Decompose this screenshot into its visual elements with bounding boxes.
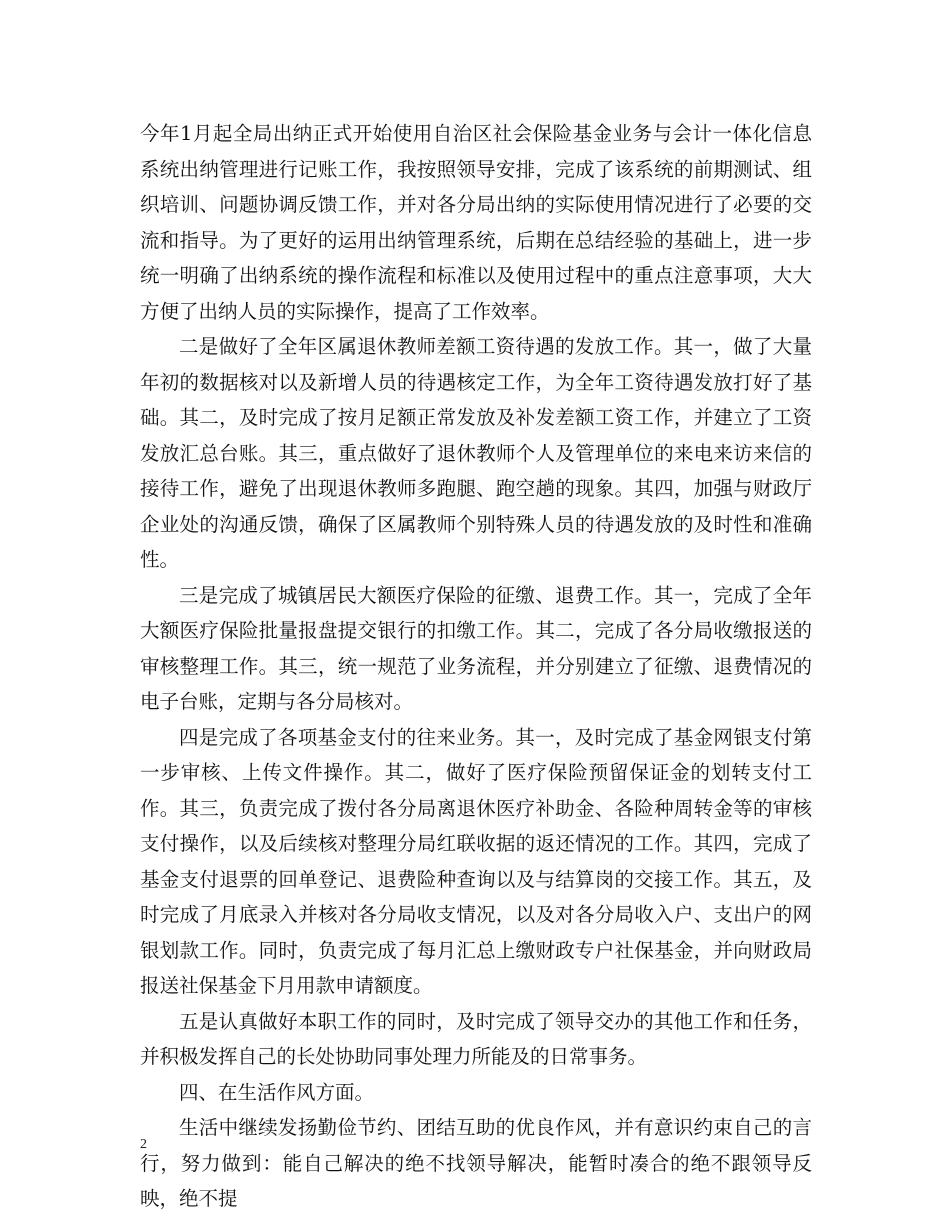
paragraph-lifestyle: 生活中继续发扬勤俭节约、团结互助的优良作风，并有意识约束自己的言行，努力做到：能自己解决的绝不找领导解决，能暂时凑合的绝不跟领导反映，绝不提 <box>140 1116 812 1210</box>
paragraph-medical-insurance: 三是完成了城镇居民大额医疗保险的征缴、退费工作。其一，完成了全年大额医疗保险批量报盘提交银行的扣缴工作。其二，完成了各分局收缴报送的审核整理工作。其三，统一规范了业务流程，并分别建立了征缴、退费情况的电子台账，定期与各分局核对。 <box>140 583 812 713</box>
paragraph-other-tasks: 五是认真做好本职工作的同时，及时完成了领导交办的其他工作和任务，并积极发挥自己的长处协助同事处理力所能及的日常事务。 <box>140 1009 812 1068</box>
paragraph-retired-teachers-salary: 二是做好了全年区属退休教师差额工资待遇的发放工作。其一，做了大量年初的数据核对以及新增人员的待遇核定工作，为全年工资待遇发放打好了基础。其二，及时完成了按月足额正常发放及补发差额工资工作，并建立了工资发放汇总台账。其三，重点做好了退休教师个人及管理单位的来电来访来信的接待工作，避免了出现退休教师多跑腿、跑空趟的现象。其四，加强与财政厅企业处的沟通反馈，确保了区属教师个别特殊人员的待遇发放的及时性和准确性。 <box>140 335 812 571</box>
section-heading-lifestyle: 四、在生活作风方面。 <box>179 1080 375 1104</box>
paragraph-system-accounting: 今年1月起全局出纳正式开始使用自治区社会保险基金业务与会计一体化信息系统出纳管理进行记账工作，我按照领导安排，完成了该系统的前期测试、组织培训、问题协调反馈工作，并对各分局出纳的实际使用情况进行了必要的交流和指导。为了更好的运用出纳管理系统，后期在总结经验的基础上，进一步统一明确了出纳系统的操作流程和标准以及使用过程中的重点注意事项，大大方便了出纳人员的实际操作，提高了工作效率。 <box>140 122 812 323</box>
document-body <box>140 116 812 1217</box>
page-number: 2 <box>140 1137 147 1152</box>
paragraph-fund-payments: 四是完成了各项基金支付的往来业务。其一，及时完成了基金网银支付第一步审核、上传文件操作。其二，做好了医疗保险预留保证金的划转支付工作。其三，负责完成了拨付各分局离退休医疗补助金、各险种周转金等的审核支付操作，以及后续核对整理分局红联收据的返还情况的工作。其四，完成了基金支付退票的回单登记、退费险种查询以及与结算岗的交接工作。其五，及时完成了月底录入并核对各分局收支情况，以及对各分局收入户、支出户的网银划款工作。同时，负责完成了每月汇总上缴财政专户社保基金，并向财政局报送社保基金下月用款申请额度。 <box>140 725 812 997</box>
